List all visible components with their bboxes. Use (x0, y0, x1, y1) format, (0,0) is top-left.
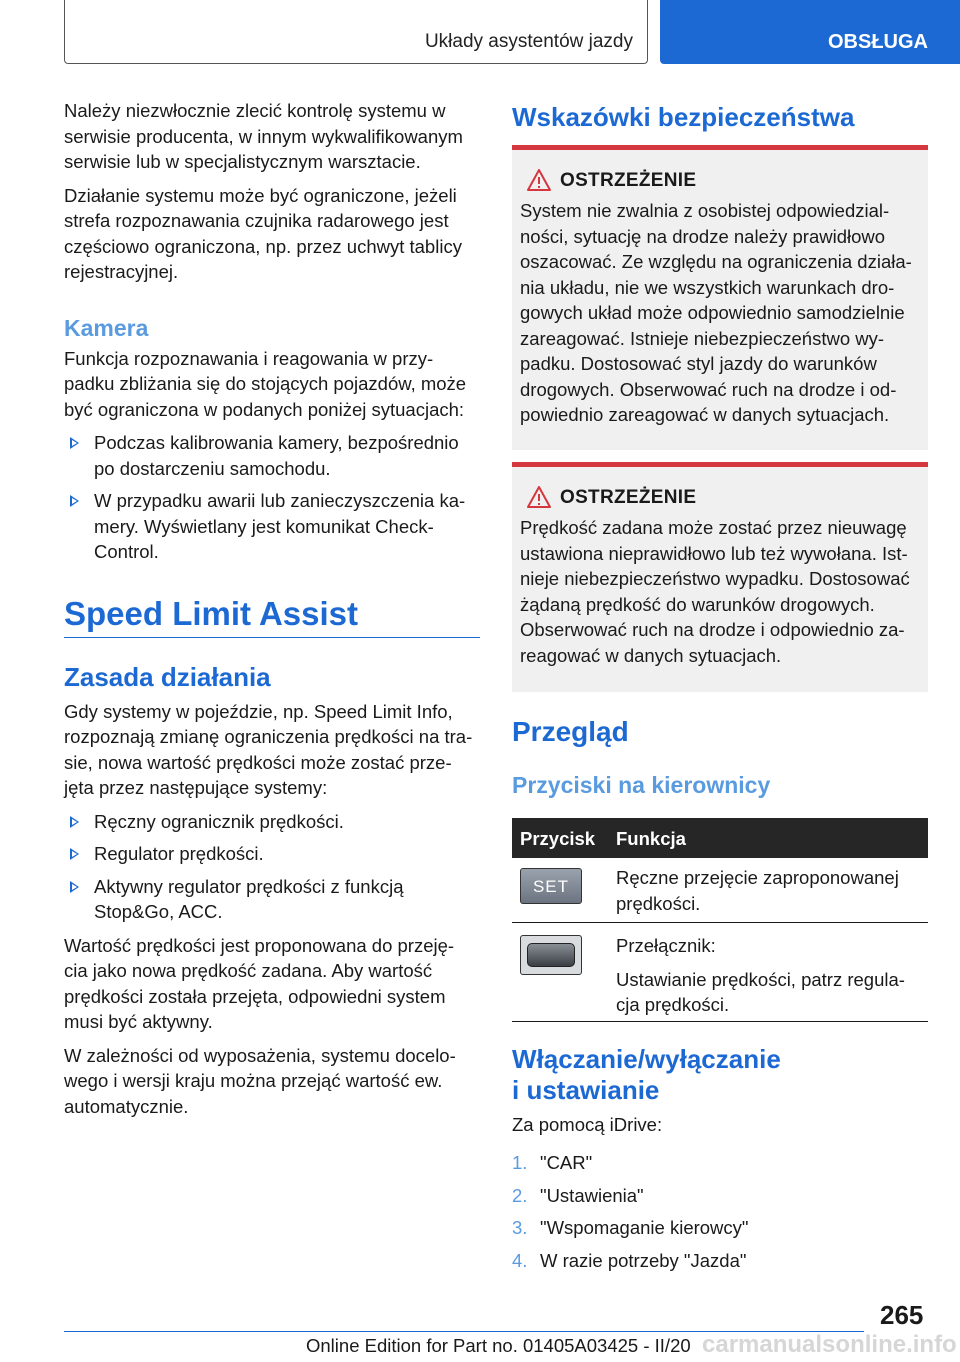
after-paragraph-2: W zależności od wyposażenia, systemu docelo- wego i wersji kraju można przejąć wartość ew. automatycznie. (64, 1044, 456, 1117)
camera-paragraph: Funkcja rozpoznawania i reagowania w przy- padku zbliżania się do stojących pojazdów, może być ograniczona w podanych poniżej sytuacjach: (64, 347, 467, 420)
principle-paragraph: Gdy systemy w pojeździe, np. Speed Limit Info, rozpoznają zmianę ograniczenia prędkości na tra- sie, nowa wartość prędkości może zostać prze- jęta przez następujące systemy: (64, 700, 473, 798)
list-item: 4. W razie potrzeby "Jazda" (512, 1249, 747, 1271)
bullet-triangle-icon (70, 881, 79, 893)
header-cell-function: Funkcja (616, 828, 686, 849)
footer-edition: Online Edition for Part no. 01405A03425 - II/20 (306, 1335, 691, 1356)
idrive-paragraph: Za pomocą iDrive: (512, 1114, 663, 1135)
header-section-tab (64, 0, 648, 64)
warning-box-1 (512, 145, 928, 450)
onoff-heading: Włączanie/wyłączanie i ustawianie (512, 1044, 781, 1105)
list-item: Ręczny ogranicznik prędkości. (64, 809, 480, 835)
header-chapter-title: OBSŁUGA (828, 31, 928, 53)
table-row (512, 858, 928, 923)
rocker-switch-icon (520, 935, 582, 975)
header-section-title: Układy asystentów jazdy (424, 31, 633, 52)
warning-triangle-icon (526, 485, 552, 509)
left-column (64, 98, 480, 1127)
list-item: Aktywny regulator prędkości z funkcją Stop&Go, ACC. (64, 874, 480, 925)
intro-paragraph-1: Należy niezwłocznie zlecić kontrolę systemu w serwisie producenta, w innym wykwalifikowanym serwisie lub w specjalistycznym warsztacie. (64, 100, 463, 172)
warning-text-1: System nie zwalnia z osobistej odpowiedzial- ności, sytuację na drodze należy prawidłowo oszacować. Ze względu na ograniczenia działa- nia układu, nie we wszystkich warunkach dro- gowych układ może odpowiednio samodzielnie zareagować. Istnieje niebezpieczeństwo wy- padku. Dostosować styl jazdy do warunków drogowych. Obserwować ruch na drodze i od- powiednio zareagować w danych sytuacjach. (520, 200, 912, 425)
row-2-label: Przełącznik: (616, 935, 716, 956)
header-chapter-tab (660, 0, 960, 64)
overview-heading: Przegląd (512, 716, 629, 747)
bullet-triangle-icon (70, 495, 79, 507)
principle-heading: Zasada działania (64, 661, 271, 692)
list-item: Regulator prędkości. (64, 841, 480, 867)
warning-triangle-icon (526, 168, 552, 192)
warning-text-2: Prędkość zadana może zostać przez nieuwagę ustawiona nieprawidłowo lub też wywołana. Ist- nieje niebezpieczeństwo wypadku. Dostosować żądaną prędkość do warunków drogowych. Obserwować ruch na drodze i odpowiednio za- reagować w danych sytuacjach. (520, 517, 910, 666)
safety-heading: Wskazówki bezpieczeństwa (512, 102, 855, 132)
warning-title-1: OSTRZEŻENIE (520, 170, 920, 192)
row-2-text: Ustawianie prędkości, patrz regula- cja prędkości. (616, 968, 905, 1015)
table-header (512, 818, 928, 858)
set-button-icon: SET (520, 868, 582, 904)
row-1-function: Ręczne przejęcie zaproponowanej prędkości. (616, 867, 899, 914)
bullet-triangle-icon (70, 816, 79, 828)
buttons-heading: Przyciski na kierownicy (512, 772, 771, 798)
warning-box-2 (512, 462, 928, 692)
list-item: Podczas kalibrowania kamery, bezpośrednio po dostarczeniu samochodu. (64, 430, 480, 481)
steps-list (512, 1150, 928, 1280)
camera-bullet-list (64, 430, 480, 565)
page-number: 265 (880, 1300, 924, 1330)
table-row (512, 923, 928, 1022)
buttons-table (512, 818, 928, 1022)
after-paragraph-1: Wartość prędkości jest proponowana do przeję- cia jako nowa prędkość zadana. Aby wartość prędkości została przejęta, odpowiedni system musi być aktywny. (64, 934, 455, 1032)
intro-paragraph-2: Działanie systemu może być ograniczone, jeżeli strefa rozpoznawania czujnika radarowego jest częściowo ograniczona, np. przez uchwyt tablicy rejestracyjnej. (64, 184, 462, 282)
list-item: 1. "CAR" (512, 1152, 593, 1173)
watermark: carmanualsonline.info (702, 1331, 957, 1358)
row-2-function (616, 933, 926, 1018)
warning-title-2: OSTRZEŻENIE (520, 487, 920, 509)
bullet-triangle-icon (70, 437, 79, 449)
list-item: 3. "Wspomaganie kierowcy" (512, 1217, 749, 1238)
systems-bullet-list (64, 809, 480, 925)
camera-heading: Kamera (64, 314, 149, 341)
main-heading: Speed Limit Assist (64, 595, 480, 638)
list-item: W przypadku awarii lub zanieczyszczenia ka- mery. Wyświetlany jest komunikat Check- Control. (64, 488, 480, 565)
header-cell-button: Przycisk (520, 828, 596, 849)
bullet-triangle-icon (70, 848, 79, 860)
list-item: 2. "Ustawienia" (512, 1184, 644, 1206)
